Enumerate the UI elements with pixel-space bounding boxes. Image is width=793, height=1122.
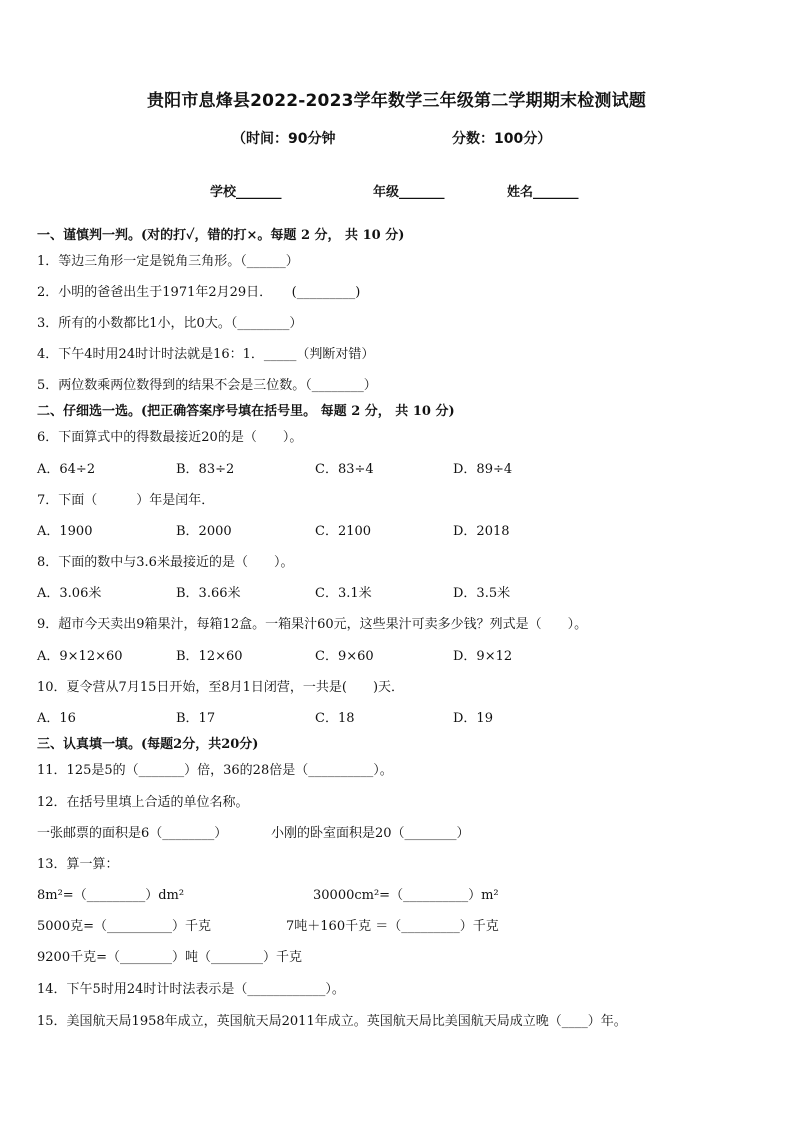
q7-option-d: D．2018: [453, 524, 510, 539]
q12-stamp-area: 一张邮票的面积是6（________）: [37, 826, 228, 841]
school-field: 学校_______: [210, 185, 282, 200]
question-5: 5．两位数乘两位数得到的结果不会是三位数。（________）: [37, 378, 377, 393]
q6-option-d: D．89÷4: [453, 462, 513, 477]
question-11: 11．125是5的（_______）倍，36的28倍是（__________）。: [37, 763, 393, 778]
section-1-title: 一、谨慎判一判。(对的打✓，错的打×。每题 2 分， 共 10 分): [37, 228, 405, 243]
question-9: 9．超市今天卖出9箱果汁，每箱12盒。一箱果汁60元，这些果汁可卖多少钱？列式是（ ）。: [37, 617, 588, 632]
q7-option-c: C．2100: [315, 524, 372, 539]
q13-item-4: 7吨＋160千克 ＝（_________）千克: [286, 919, 499, 934]
q9-option-b: B．12×60: [176, 649, 243, 664]
question-7: 7．下面（ ）年是闰年．: [37, 493, 215, 508]
name-field: 姓名_______: [507, 185, 579, 200]
q7-option-a: A．1900: [37, 524, 93, 539]
q10-option-b: B．17: [176, 711, 216, 726]
question-10: 10．夏令营从7月15日开始，至8月1日闭营，一共是( )天．: [37, 680, 405, 695]
question-1: 1．等边三角形一定是锐角三角形。（______）: [37, 254, 299, 269]
q13-item-3: 5000克=（__________）千克: [37, 919, 211, 934]
question-3: 3．所有的小数都比1小，比0大。（________）: [37, 316, 303, 331]
q9-option-c: C．9×60: [315, 649, 374, 664]
question-2: 2．小明的爸爸出生于1971年2月29日． (_________): [37, 285, 361, 300]
q8-option-c: C．3.1米: [315, 586, 372, 601]
score-info: 分数：100分）: [452, 131, 552, 147]
question-14: 14．下午5时用24时计时法表示是（____________）。: [37, 982, 345, 997]
q12-bedroom-area: 小刚的卧室面积是20（________）: [271, 826, 470, 841]
q7-option-b: B．2000: [176, 524, 232, 539]
q6-option-b: B．83÷2: [176, 462, 235, 477]
page-title: 贵阳市息烽县2022-2023学年数学三年级第二学期期末检测试题: [146, 91, 647, 111]
q10-option-a: A．16: [37, 711, 76, 726]
question-8: 8．下面的数中与3.6米最接近的是（ ）。: [37, 555, 294, 570]
q13-item-1: 8m²=（_________）dm²: [37, 888, 185, 903]
q9-option-a: A．9×12×60: [37, 649, 123, 664]
q6-option-a: A．64÷2: [37, 462, 96, 477]
q6-option-c: C．83÷4: [315, 462, 374, 477]
time-info: （时间：90分钟: [232, 131, 336, 147]
q8-option-d: D．3.5米: [453, 586, 511, 601]
q13-item-2: 30000cm²=（__________）m²: [313, 888, 499, 903]
q10-option-c: C．18: [315, 711, 355, 726]
q8-option-b: B．3.66米: [176, 586, 241, 601]
question-12: 12．在括号里填上合适的单位名称。: [37, 795, 249, 810]
question-13: 13．算一算：: [37, 857, 119, 872]
question-6: 6．下面算式中的得数最接近20的是（ ）。: [37, 430, 303, 445]
question-15: 15．美国航天局1958年成立，英国航天局2011年成立。英国航天局比美国航天局成立晚（____）年。: [37, 1014, 627, 1029]
section-3-title: 三、认真填一填。(每题2分，共20分): [37, 737, 259, 752]
q8-option-a: A．3.06米: [37, 586, 102, 601]
question-4: 4．下午4时用24时计时法就是16：1．_____（判断对错）: [37, 347, 375, 362]
q10-option-d: D．19: [453, 711, 493, 726]
section-2-title: 二、仔细选一选。(把正确答案序号填在括号里。 每题 2 分， 共 10 分): [37, 404, 455, 419]
q9-option-d: D．9×12: [453, 649, 513, 664]
q13-item-5: 9200千克=（________）吨（________）千克: [37, 950, 302, 965]
grade-field: 年级_______: [373, 185, 445, 200]
